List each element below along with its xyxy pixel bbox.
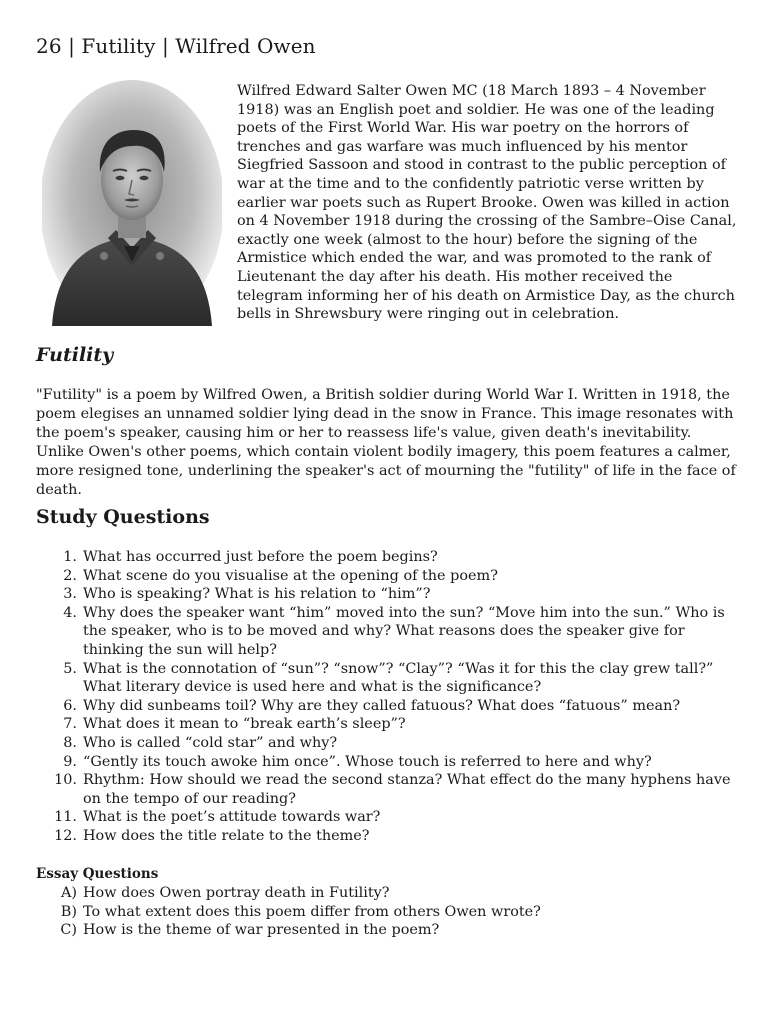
list-item [36, 903, 736, 922]
item-letter: A) [60, 885, 77, 901]
page-header: 26 | Futility | Wilfred Owen [36, 34, 316, 58]
poem-summary: "Futility" is a poem by Wilfred Owen, a British soldier during World War I. Written in 1918, the poem elegises an unnamed soldier lying dead in the snow in France. This image resonates with the poem's speaker, causing him or her to reassess life's value, given death's inevitability. Unlike Owen's other poems, which contain violent bodily imagery, this poem features a calmer, more resigned tone, underlining the speaker's act of mourning the "futility" of life in the face of death. [36, 387, 736, 498]
list-item [36, 921, 736, 940]
list-item [36, 884, 736, 903]
item-text: What does it mean to “break earth’s sleep”? [83, 716, 406, 733]
item-letter: C) [60, 922, 77, 939]
item-text: How does the title relate to the theme? [83, 827, 370, 844]
item-text: Who is speaking? What is his relation to “him”? [83, 586, 431, 603]
list-item [36, 734, 736, 753]
item-text: How is the theme of war presented in the poem? [83, 922, 440, 939]
item-number: 9. [63, 753, 77, 770]
list-item [36, 604, 736, 660]
list-item [36, 660, 736, 697]
study-questions-heading: Study Questions [36, 506, 210, 528]
item-number: 2. [63, 567, 77, 584]
item-number: 11. [54, 809, 77, 826]
item-text: How does Owen portray death in Futility? [83, 885, 390, 901]
item-text: What has occurred just before the poem begins? [83, 549, 438, 565]
essay-questions-heading: Essay Questions [36, 866, 159, 882]
item-text: What scene do you visualise at the opening of the poem? [83, 567, 498, 584]
list-item [36, 753, 736, 772]
item-text: Rhythm: How should we read the second stanza? What effect do the many hyphens have on the tempo of our reading? [83, 772, 731, 807]
item-number: 3. [63, 586, 77, 603]
list-item [36, 827, 736, 846]
item-letter: B) [60, 903, 77, 920]
item-number: 5. [63, 660, 77, 677]
list-item [36, 585, 736, 604]
item-text: Why does the speaker want “him” moved into the sun? “Move him into the sun.” Who is the speaker, who is to be moved and why? What reasons does the speaker give for thinking the sun will help? [83, 604, 725, 658]
list-item [36, 548, 736, 567]
author-biography: Wilfred Edward Salter Owen MC (18 March 1893 – 4 November 1918) was an English poet and soldier. He was one of the leading poets of the First World War. His war poetry on the horrors of trenches and gas warfare was much influenced by his mentor Siegfried Sassoon and stood in contrast to the public perception of war at the time and to the confidently patriotic verse written by earlier war poets such as Rupert Brooke. Owen was killed in action on 4 November 1918 during the crossing of the Sambre–Oise Canal, exactly one week (almost to the hour) before the signing of the Armistice which ended the war, and was promoted to the rank of Lieutenant the day after his death. His mother received the telegram informing her of his death on Armistice Day, as the church bells in Shrewsbury were ringing out in celebration. [237, 83, 737, 323]
item-number: 10. [54, 772, 77, 789]
item-number: 4. [63, 604, 77, 621]
item-text: To what extent does this poem differ from others Owen wrote? [83, 903, 541, 920]
item-text: Why did sunbeams toil? Why are they called fatuous? What does “fatuous” mean? [83, 697, 681, 714]
item-number: 1. [63, 549, 77, 565]
item-text: What is the connotation of “sun”? “snow”? “Clay”? “Was it for this the clay grew tall?” What literary device is used here and what is the significance? [83, 660, 714, 696]
list-item [36, 567, 736, 586]
item-number: 7. [63, 716, 77, 733]
item-number: 12. [54, 827, 77, 844]
portrait-photo [42, 80, 222, 326]
item-text: What is the poet’s attitude towards war? [83, 809, 381, 826]
study-questions-list [36, 548, 736, 846]
list-item [36, 697, 736, 716]
item-number: 6. [63, 697, 77, 714]
list-item [36, 808, 736, 827]
poem-title: Futility [36, 344, 114, 366]
list-item [36, 715, 736, 734]
list-item [36, 771, 736, 808]
item-text: Who is called “cold star” and why? [83, 734, 338, 751]
item-number: 8. [63, 734, 77, 751]
portrait-illustration [42, 80, 222, 326]
essay-questions-list [36, 884, 736, 940]
item-text: “Gently its touch awoke him once”. Whose touch is referred to here and why? [83, 753, 652, 770]
